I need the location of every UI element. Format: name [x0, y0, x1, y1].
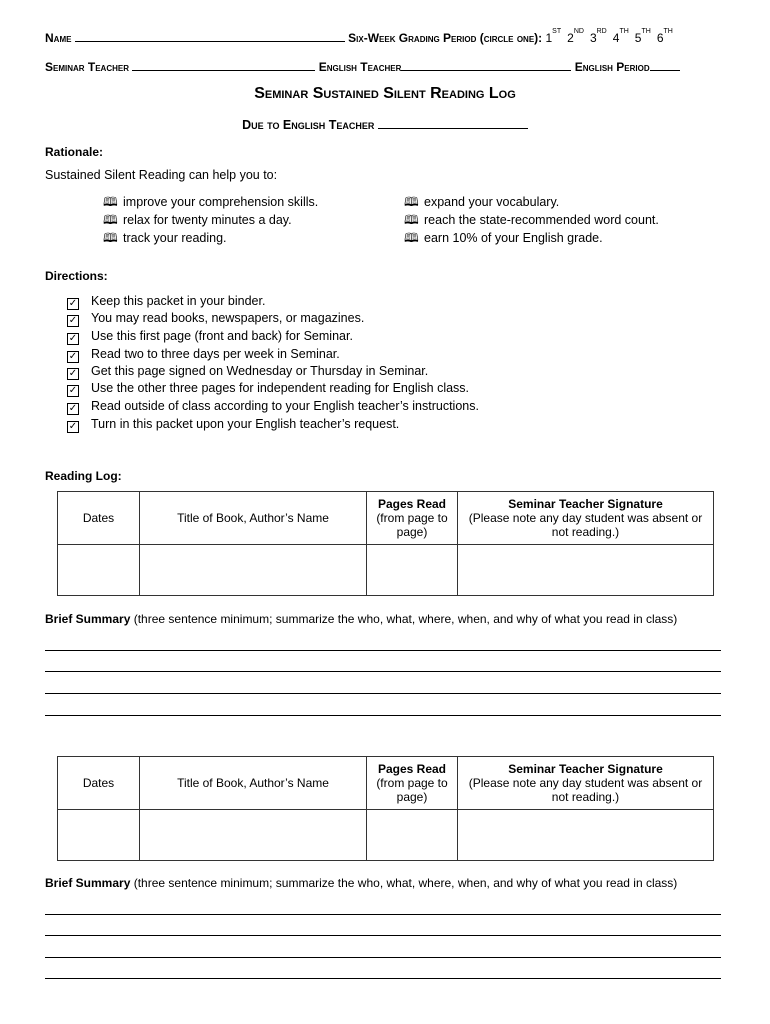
due-line [0, 117, 770, 132]
english-period-label: English Period [574, 60, 650, 74]
summary-instruction: (three sentence minimum; summarize the who, what, where, when, and why of what you read in class) [133, 876, 678, 890]
reading-log-label: Reading Log: [45, 469, 122, 483]
dates-header: Dates [58, 492, 140, 545]
list-item: ✓ Read outside of class according to your English teacher’s instructions. [68, 399, 479, 414]
english-period-field[interactable] [650, 59, 680, 71]
name-label: Name [45, 31, 72, 45]
summary-label: Brief Summary [45, 876, 131, 890]
title-cell[interactable] [140, 810, 367, 861]
checkbox-checked-icon: ✓ [68, 351, 78, 362]
book-icon: 🕮 [404, 213, 419, 227]
list-item: 🕮 expand your vocabulary. [404, 193, 559, 214]
summary-label: Brief Summary [45, 612, 131, 626]
book-icon: 🕮 [103, 213, 118, 227]
period-option-3[interactable]: 3RD [589, 28, 607, 45]
page-title: Seminar Sustained Silent Reading Log [254, 85, 516, 102]
summary-line[interactable] [45, 914, 721, 915]
period-option-6[interactable]: 6TH [656, 28, 673, 45]
table-row [58, 545, 714, 596]
list-item: 🕮 track your reading. [103, 229, 227, 250]
book-icon: 🕮 [404, 231, 419, 245]
table-row [58, 810, 714, 861]
table-header-row [58, 757, 714, 810]
list-item: 🕮 relax for twenty minutes a day. [103, 211, 292, 232]
list-item: 🕮 earn 10% of your English grade. [404, 229, 603, 250]
rationale-intro: Sustained Silent Reading can help you to: [45, 168, 278, 182]
checkbox-checked-icon: ✓ [68, 368, 78, 379]
checkbox-checked-icon: ✓ [68, 385, 78, 396]
period-options[interactable] [545, 28, 678, 45]
reading-log-table-2 [57, 756, 714, 861]
grading-period-label: Six-Week Grading Period (circle one): [348, 31, 543, 45]
signature-cell[interactable] [458, 545, 714, 596]
title-header: Title of Book, Author’s Name [140, 492, 367, 545]
list-item: ✓ Use this first page (front and back) for Seminar. [68, 329, 353, 344]
list-item: ✓ Use the other three pages for independent reading for English class. [68, 381, 470, 396]
pages-cell[interactable] [367, 545, 458, 596]
brief-summary-1 [45, 612, 677, 626]
checkbox-checked-icon: ✓ [68, 403, 78, 414]
summary-instruction: (three sentence minimum; summarize the who, what, where, when, and why of what you read in class) [133, 612, 678, 626]
rationale-label: Rationale: [45, 145, 104, 159]
list-item: ✓ Read two to three days per week in Seminar. [68, 347, 340, 362]
summary-line[interactable] [45, 650, 721, 651]
checkbox-checked-icon: ✓ [68, 298, 78, 309]
signature-header: Seminar Teacher Signature (Please note any day student was absent or not reading.) [458, 757, 714, 810]
list-item: ✓ You may read books, newspapers, or magazines. [68, 311, 365, 326]
dates-cell[interactable] [58, 545, 140, 596]
list-item: 🕮 reach the state-recommended word count. [404, 211, 659, 232]
pages-cell[interactable] [367, 810, 458, 861]
seminar-teacher-field[interactable] [132, 59, 315, 71]
checkbox-checked-icon: ✓ [68, 421, 78, 432]
header-row-2 [45, 59, 725, 74]
checkbox-checked-icon: ✓ [68, 315, 78, 326]
seminar-teacher-label: Seminar Teacher [45, 60, 130, 74]
list-item: 🕮 improve your comprehension skills. [103, 193, 318, 214]
dates-cell[interactable] [58, 810, 140, 861]
summary-line[interactable] [45, 978, 721, 979]
period-option-2[interactable]: 2ND [567, 28, 584, 45]
period-option-5[interactable]: 5TH [634, 28, 651, 45]
period-option-4[interactable]: 4TH [612, 28, 629, 45]
table-header-row [58, 492, 714, 545]
signature-header: Seminar Teacher Signature (Please note any day student was absent or not reading.) [458, 492, 714, 545]
due-date-field[interactable] [378, 117, 528, 129]
reading-log-table-1 [57, 491, 714, 596]
period-option-1[interactable]: 1ST [545, 28, 562, 45]
signature-cell[interactable] [458, 810, 714, 861]
header-row-1 [45, 30, 725, 45]
english-teacher-label: English Teacher [318, 60, 402, 74]
checkbox-checked-icon: ✓ [68, 333, 78, 344]
summary-line[interactable] [45, 715, 721, 716]
summary-line[interactable] [45, 693, 721, 694]
summary-line[interactable] [45, 935, 721, 936]
list-item: ✓ Turn in this packet upon your English teacher’s request. [68, 417, 400, 432]
summary-line[interactable] [45, 957, 721, 958]
dates-header: Dates [58, 757, 140, 810]
book-icon: 🕮 [103, 231, 118, 245]
english-teacher-field[interactable] [401, 59, 571, 71]
title-cell[interactable] [140, 545, 367, 596]
pages-header: Pages Read (from page to page) [367, 492, 458, 545]
book-icon: 🕮 [404, 195, 419, 209]
directions-label: Directions: [45, 269, 108, 283]
book-icon: 🕮 [103, 195, 118, 209]
brief-summary-2 [45, 876, 677, 890]
summary-line[interactable] [45, 671, 721, 672]
pages-header: Pages Read (from page to page) [367, 757, 458, 810]
list-item: ✓ Keep this packet in your binder. [68, 294, 266, 309]
title-header: Title of Book, Author’s Name [140, 757, 367, 810]
list-item: ✓ Get this page signed on Wednesday or Thursday in Seminar. [68, 364, 429, 379]
name-field[interactable] [75, 30, 345, 42]
due-label: Due to English Teacher [242, 118, 375, 132]
